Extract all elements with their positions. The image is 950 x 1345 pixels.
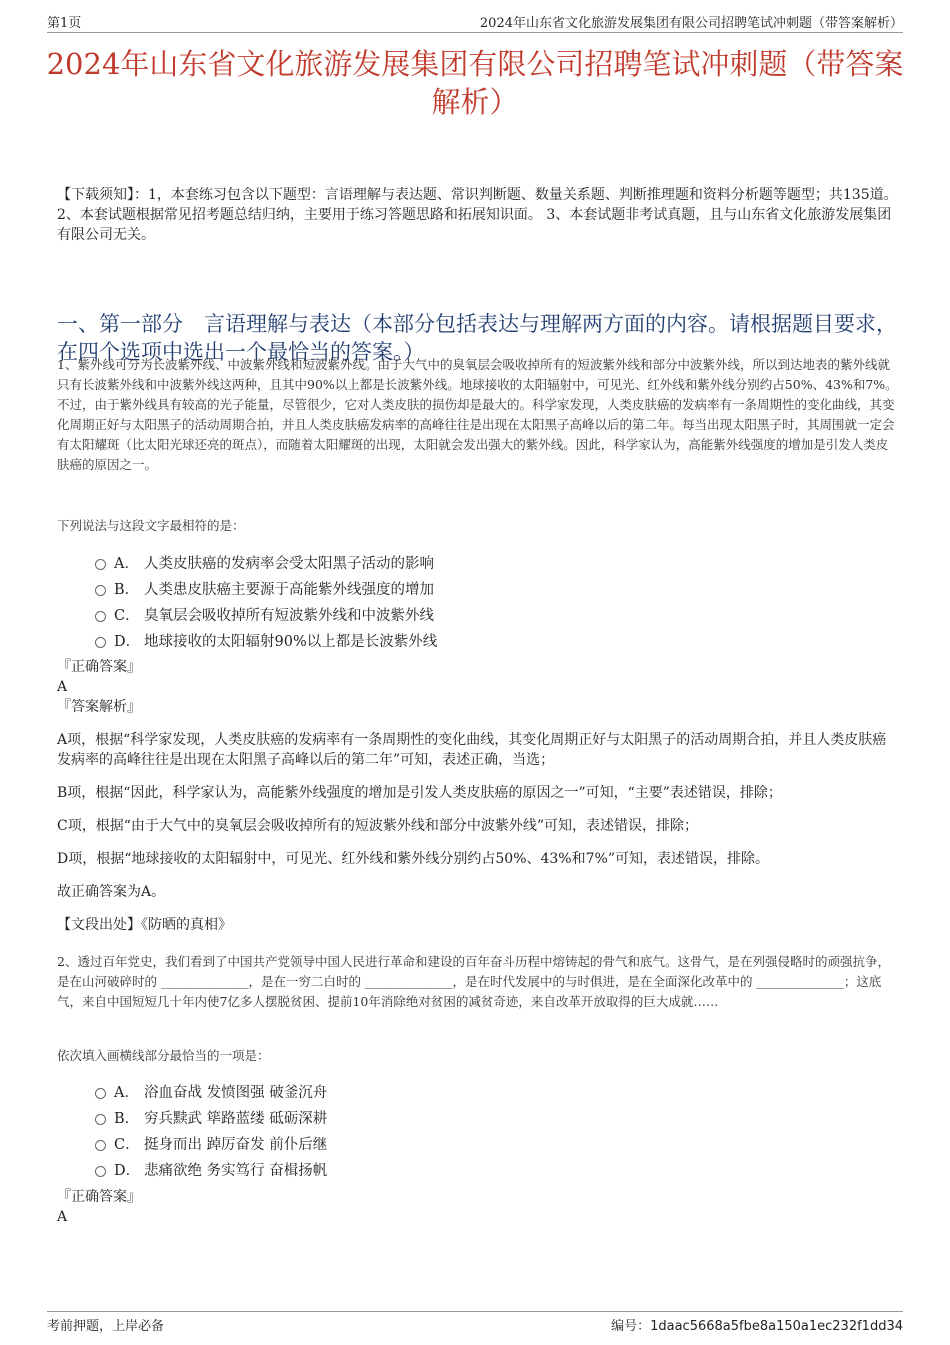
analysis-d: D项，根据“地球接收的太阳辐射中，可见光、红外线和紫外线分别约占50%、43%和7%”可知，表述错误，排除。 <box>57 851 769 867</box>
radio-icon[interactable] <box>95 585 106 596</box>
question-1-options <box>95 549 437 653</box>
analysis-a: A项，根据“科学家发现，人类皮肤癌的发病率有一条周期性的变化曲线，其变化周期正好与太阳黑子的活动周期合拍，并且人类皮肤癌发病率的高峰往往是出现在太阳黑子高峰以后的第二年”可知，表述正确，当选； <box>57 732 887 768</box>
answer-value: A <box>57 679 68 695</box>
header-doc-title: 2024年山东省文化旅游发展集团有限公司招聘笔试冲刺题（带答案解析） <box>479 16 903 31</box>
answer-label: 『正确答案』 <box>57 659 141 675</box>
page-footer <box>47 1311 903 1334</box>
footer-slogan: 考前押题，上岸必备 <box>47 1319 165 1334</box>
question-1-text: 1、紫外线可分为长波紫外线、中波紫外线和短波紫外线。由于大气中的臭氧层会吸收掉所有的短波紫外线和部分中波紫外线，所以到达地表的紫外线就只有长波紫外线和中波紫外线这两种，且其中90%以上都是长波紫外线。地球接收的太阳辐射中，可见光、红外线和紫外线分别约占50%、43%和7%。不过，由于紫外线具有较高的光子能量，尽管很少，它对人类皮肤的损伤却是最大的。科学家发现，人类皮肤癌的发病率有一条周期性的变化曲线，其变化周期正好与太阳黑子的活动周期合拍，并且人类皮肤癌发病率的高峰往往是出现在太阳黑子高峰以后的第二年。每当出现太阳黑子时，其周围就一定会有太阳耀斑（比太阳光球还亮的斑点），而随着太阳耀斑的出现，太阳就会发出强大的紫外线。因此，科学家认为，高能紫外线强度的增加是引发人类皮肤癌的原因之一。 <box>57 357 898 472</box>
option-b[interactable]: B． 穷兵黩武 筚路蓝缕 砥砺深耕 <box>95 1104 327 1130</box>
option-a[interactable]: A． 人类皮肤癌的发病率会受太阳黑子活动的影响 <box>95 549 437 575</box>
option-a[interactable]: A． 浴血奋战 发愤图强 破釜沉舟 <box>95 1078 327 1104</box>
radio-icon[interactable] <box>95 559 106 570</box>
question-2-text: 2、透过百年党史，我们看到了中国共产党领导中国人民进行革命和建设的百年奋斗历程中熔铸起的骨气和底气。这骨气，是在列强侵略时的顽强抗争，是在山河破碎时的 ______________，是在一穷二白时的 ______________，是在时代发展中的与时俱进，是在全面深化改革中的 ______________；这底气，来自中国短短几十年内使7亿多人摆脱贫困、提前10年消除绝对贫困的减贫奇迹，来自改革开放取得的巨大成就…… <box>57 954 890 1009</box>
source-citation: 【文段出处】《防晒的真相》 <box>57 917 232 933</box>
option-b[interactable]: B． 人类患皮肤癌主要源于高能紫外线强度的增加 <box>95 575 437 601</box>
document-id: 编号：1daac5668a5fbe8a150a1ec232f1dd34 <box>611 1319 903 1334</box>
section-heading: 一、第一部分 言语理解与表达（本部分包括表达与理解两方面的内容。请根据题目要求，在四个选项中选出一个最恰当的答案。） <box>57 312 897 364</box>
option-d[interactable]: D． 地球接收的太阳辐射90%以上都是长波紫外线 <box>95 627 437 653</box>
question-1-prompt: 下列说法与这段文字最相符的是： <box>57 518 245 533</box>
page-number: 第1页 <box>47 16 82 31</box>
option-c[interactable]: C． 挺身而出 踔厉奋发 前仆后继 <box>95 1130 327 1156</box>
radio-icon[interactable] <box>95 1166 106 1177</box>
radio-icon[interactable] <box>95 611 106 622</box>
download-notice: 【下载须知】：1，本套练习包含以下题型：言语理解与表达题、常识判断题、数量关系题、判断推理题和资料分析题等题型；共135道。 2、本套试题根据常见招考题总结归纳，主要用于练习答题思路和拓展知识面。 3、本套试题非考试真题，且与山东省文化旅游发展集团有限公司无关。 <box>57 187 898 243</box>
question-2-options <box>95 1078 327 1182</box>
answer-label: 『正确答案』 <box>57 1189 141 1205</box>
answer-value: A <box>57 1209 68 1225</box>
radio-icon[interactable] <box>95 1088 106 1099</box>
radio-icon[interactable] <box>95 637 106 648</box>
analysis-c: C项，根据“由于大气中的臭氧层会吸收掉所有的短波紫外线和部分中波紫外线”可知，表述错误，排除； <box>57 818 699 834</box>
radio-icon[interactable] <box>95 1114 106 1125</box>
analysis-b: B项，根据“因此，科学家认为，高能紫外线强度的增加是引发人类皮肤癌的原因之一”可知，“主要”表述错误，排除； <box>57 785 782 801</box>
analysis-label: 『答案解析』 <box>57 699 141 715</box>
page-header <box>47 12 903 33</box>
document-title: 2024年山东省文化旅游发展集团有限公司招聘笔试冲刺题（带答案解析） <box>46 47 904 119</box>
option-d[interactable]: D． 悲痛欲绝 务实笃行 奋楫扬帆 <box>95 1156 327 1182</box>
radio-icon[interactable] <box>95 1140 106 1151</box>
analysis-conclusion: 故正确答案为A。 <box>57 884 166 900</box>
question-2-prompt: 依次填入画横线部分最恰当的一项是： <box>57 1048 270 1063</box>
option-c[interactable]: C． 臭氧层会吸收掉所有短波紫外线和中波紫外线 <box>95 601 437 627</box>
